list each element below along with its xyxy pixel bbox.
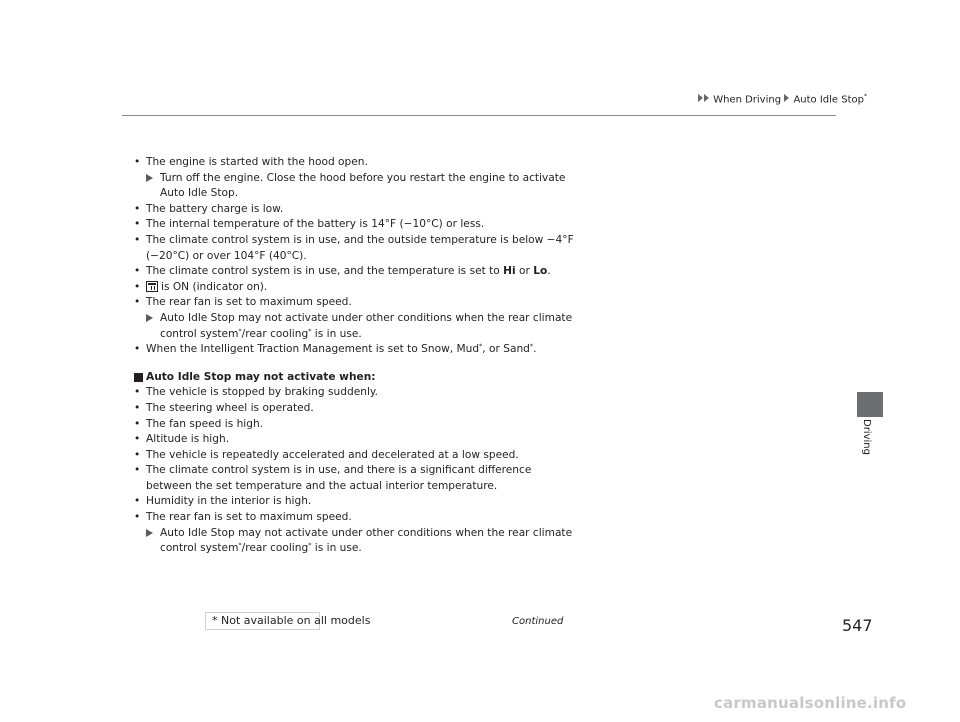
front-defrost-icon [146,281,158,292]
triangle-bullet-icon [146,529,153,537]
triangle-bullet-icon [146,314,153,322]
section-heading: Auto Idle Stop may not activate when: [134,370,574,386]
page-number: 547 [842,616,873,635]
square-bullet-icon [134,373,143,382]
sub-item: Turn off the engine. Close the hood before you restart the engine to activate Auto Idle Stop. [134,171,574,202]
breadcrumb-item-when-driving[interactable]: When Driving [713,94,782,106]
list-item: • The vehicle is stopped by braking suddenly. [134,385,574,401]
continued-label: Continued [512,616,564,627]
list-item: • Humidity in the interior is high. [134,494,574,510]
list-item: • The vehicle is repeatedly accelerated and decelerated at a low speed. [134,448,574,464]
page-content [134,155,574,557]
header-divider [122,115,836,116]
list-item: • The internal temperature of the battery is 14°F (−10°C) or less. [134,217,574,233]
breadcrumb-item-auto-idle-stop[interactable]: Auto Idle Stop [793,94,864,106]
breadcrumb [698,93,867,105]
arrow-right-icon [784,94,789,102]
sub-item: Auto Idle Stop may not activate under other conditions when the rear climate control system*/rear cooling* is in use. [134,526,574,557]
footnote: * Not available on all models [212,614,371,627]
list-item: • The steering wheel is operated. [134,401,574,417]
list-item: • The battery charge is low. [134,202,574,218]
arrow-right-icon [704,94,709,102]
triangle-bullet-icon [146,174,153,182]
footnote-mark: * [863,93,867,100]
list-item: • The climate control system is in use, and there is a significant difference between the set temperature and the actual interior temperature. [134,463,574,494]
list-item: • The engine is started with the hood open. [134,155,574,171]
list-item: • The rear fan is set to maximum speed. [134,295,574,311]
arrow-right-icon [698,94,703,102]
watermark: carmanualsonline.info [714,694,907,712]
list-item: • When the Intelligent Traction Management is set to Snow, Mud*, or Sand*. [134,342,574,358]
chapter-tab[interactable] [857,392,883,417]
list-item: • is ON (indicator on). [134,280,574,296]
list-item: • Altitude is high. [134,432,574,448]
list-item: • The fan speed is high. [134,417,574,433]
list-item: • The rear fan is set to maximum speed. [134,510,574,526]
chapter-label: Driving [861,419,872,455]
list-item: • The climate control system is in use, and the temperature is set to Hi or Lo. [134,264,574,280]
sub-item: Auto Idle Stop may not activate under other conditions when the rear climate control system*/rear cooling* is in use. [134,311,574,342]
list-item: • The climate control system is in use, and the outside temperature is below −4°F (−20°C) or over 104°F (40°C). [134,233,574,264]
